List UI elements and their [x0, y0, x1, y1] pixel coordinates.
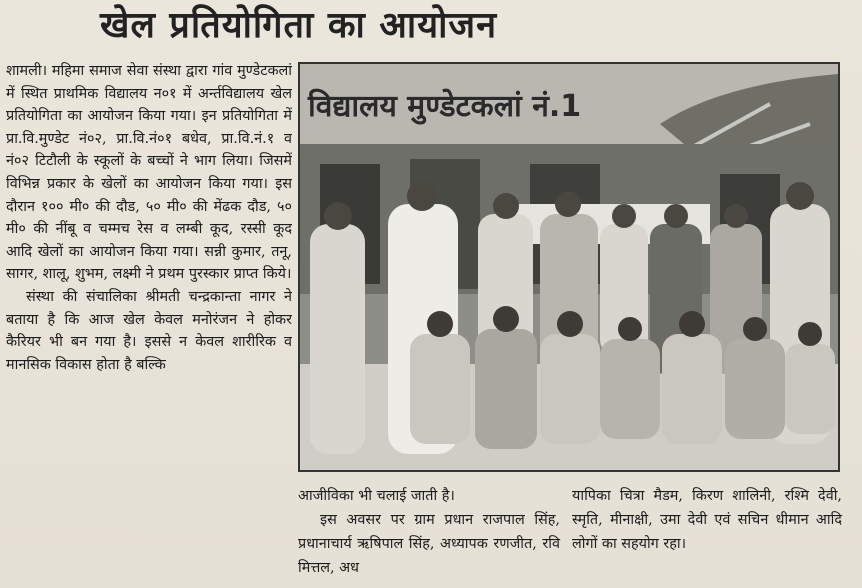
article-line: आजीविका भी चलाई जाती है।: [298, 488, 455, 504]
news-photo: [298, 62, 840, 472]
article-paragraph: इस अवसर पर ग्राम प्रधान राजपाल सिंह, प्रधानाचार्य ऋषिपाल सिंह, अध्यापक रणजीत, रवि मित्तल, अध: [298, 512, 560, 576]
school-sign-text: विद्यालय मुण्डेटकलां नं.1: [308, 89, 582, 124]
headline: खेल प्रतियोगिता का आयोजन: [100, 5, 498, 46]
article-paragraph: यापिका चित्रा मैडम, किरण शालिनी, रश्मि देवी, स्मृति, मीनाक्षी, उमा देवी एवं सचिन धीमान आदि लोगों का सहयोग रहा।: [572, 488, 842, 552]
article-paragraph: संस्था की संचालिका श्रीमती चन्द्रकान्ता नागर ने बताया है कि आज खेल केवल मनोरंजन ने होकर कैरियर भी बन गया है। इससे न केवल शारीरिक व मानसिक विकास होता है बल्कि: [6, 288, 292, 373]
article-right-column: [572, 484, 842, 588]
article-middle-column: [298, 484, 560, 588]
group-photo-illustration: [300, 64, 838, 470]
article-left-column: [6, 60, 292, 588]
article-paragraph: शामली। महिमा समाज सेवा संस्था द्वारा गांव मुण्डेटकलां में स्थित प्राथमिक विद्यालय न०१ में अर्न्तविद्यालय खेल प्रतियोगिता का आयोजन किया गया। इन प्रतियोगिता में प्रा.वि.मुण्डेट नं०२, प्रा.वि.नं०१ बधेव, प्रा.वि.नं.१ व नं०२ टिटौली के स्कूलों के बच्चों ने भाग लिया। जिसमें विभिन्न प्रकार के खेलों का आयोजन किया गया। इस दौरान १०० मी० की दौड, ५० मी० की मेंढक दौड, ५० मी० की नींबू व चम्मच रेस व लम्बी कूद, रस्सी कूद आदि खेलों का आयोजन किया गया। सन्नी कुमार, तनू, सागर, शालू, शुभम, लक्ष्मी ने प्रथम पुरस्कार प्राप्त किये।: [6, 63, 292, 283]
